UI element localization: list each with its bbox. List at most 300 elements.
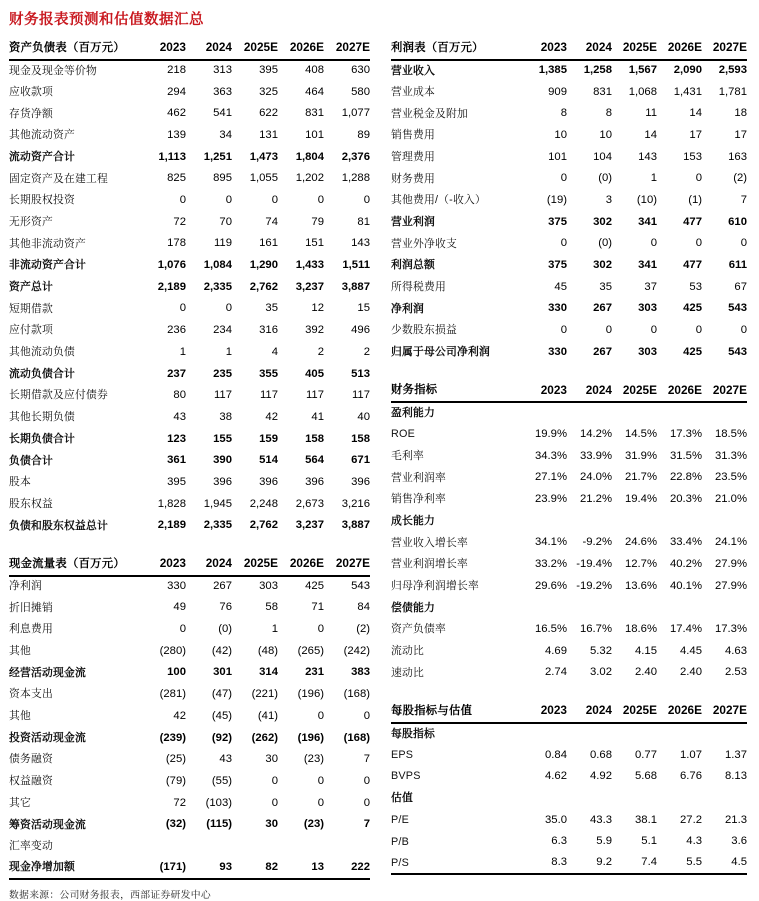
row-label: 利息费用 — [9, 623, 53, 636]
row-label: 少数股东损益 — [391, 324, 457, 337]
cell-value: 1,804 — [295, 150, 324, 163]
cell-value: 0 — [695, 237, 702, 250]
cell-value: 671 — [351, 454, 370, 467]
cell-value: 16.5% — [534, 623, 567, 636]
row-label: 资本支出 — [9, 688, 53, 701]
table-row — [9, 857, 370, 879]
cell-value — [657, 723, 702, 745]
cell-value: 163 — [728, 150, 747, 163]
year-column-header: 2027E — [324, 38, 370, 60]
year-column-header: 2026E — [657, 38, 702, 60]
cell-value: 5.9 — [596, 835, 612, 848]
row-label: 其他非流动资产 — [9, 237, 86, 250]
cell-value: (0) — [598, 237, 612, 250]
cell-value: 2,090 — [673, 64, 702, 77]
cell-value — [522, 723, 567, 745]
row-label: 营业利润 — [391, 215, 435, 228]
cell-value: 31.3% — [714, 449, 747, 462]
cell-value: 67 — [734, 280, 747, 293]
cell-value: 513 — [351, 367, 370, 380]
table-header-row — [9, 554, 370, 576]
cell-value: 1.07 — [680, 748, 702, 761]
cell-value: (47) — [211, 688, 232, 701]
cell-value: 19.9% — [534, 427, 567, 440]
cell-value — [522, 597, 567, 619]
cell-value: 301 — [213, 666, 232, 679]
cell-value: 42 — [173, 709, 186, 722]
cell-value: 155 — [213, 432, 232, 445]
cell-value: 41 — [311, 410, 324, 423]
year-column-header: 2023 — [140, 554, 186, 576]
table-row — [9, 298, 370, 320]
cell-value: 178 — [167, 237, 186, 250]
cell-value: 5.68 — [635, 770, 657, 783]
cell-value: (2) — [356, 623, 370, 636]
row-label: 短期借款 — [9, 302, 53, 315]
cell-value: 564 — [305, 454, 324, 467]
cell-value: 541 — [213, 107, 232, 120]
table-row — [391, 489, 747, 511]
table-row — [391, 424, 747, 446]
cell-value: 1,077 — [341, 107, 370, 120]
table-header-row — [9, 38, 370, 60]
cell-value — [567, 510, 612, 532]
cell-value: 543 — [351, 580, 370, 593]
cell-value: (115) — [206, 818, 232, 831]
cell-value: 1,251 — [203, 150, 232, 163]
row-label: 其他 — [9, 710, 31, 723]
table-row — [9, 706, 370, 728]
cell-value: 294 — [167, 85, 186, 98]
row-label: 股东权益 — [9, 497, 53, 510]
cell-value: 330 — [548, 345, 567, 358]
cell-value: 40.2% — [669, 558, 702, 570]
row-label: 其他长期负债 — [9, 411, 75, 424]
row-label: 应付款项 — [9, 324, 53, 337]
table-row — [391, 60, 747, 82]
cell-value: 895 — [213, 172, 232, 185]
cell-value: 143 — [638, 150, 657, 163]
cell-value: 117 — [351, 389, 370, 402]
two-column-layout — [9, 38, 747, 901]
cell-value — [702, 402, 747, 424]
cell-value: (168) — [343, 731, 370, 744]
table-row — [9, 472, 370, 494]
cell-value: 12 — [311, 302, 324, 315]
cell-value: 21.7% — [624, 471, 657, 484]
cell-value: 29.6% — [534, 579, 567, 592]
cell-value: 1,113 — [158, 150, 186, 163]
year-column-header: 2027E — [702, 701, 747, 723]
row-label: 流动资产合计 — [9, 150, 75, 163]
data-source-note: 数据来源：公司财务报表，西部证券研发中心 — [9, 890, 211, 901]
year-column-header: 2023 — [522, 701, 567, 723]
cell-value: 630 — [351, 64, 370, 77]
cell-value: (242) — [343, 644, 370, 657]
cell-value: 24.0% — [579, 471, 612, 484]
cell-value: 18.5% — [714, 427, 747, 440]
cell-value: 267 — [593, 345, 612, 358]
table-row — [9, 428, 370, 450]
cell-value: 1,945 — [203, 497, 232, 510]
cell-value: 396 — [351, 475, 370, 488]
cell-value: 0 — [650, 237, 657, 250]
cell-value: 231 — [305, 666, 324, 679]
cell-value: 18 — [734, 107, 747, 120]
cell-value: 43.3 — [590, 813, 612, 826]
row-label: 营业成本 — [391, 85, 435, 98]
cell-value: 8 — [605, 107, 612, 120]
year-column-header: 2026E — [278, 554, 324, 576]
table-row — [391, 320, 747, 342]
cell-value: 1,055 — [249, 172, 278, 185]
cell-value: 0 — [179, 623, 186, 636]
cell-value: 38.1 — [635, 813, 657, 826]
cell-value: 34 — [219, 128, 232, 141]
cell-value: (41) — [257, 709, 278, 722]
row-label: 净利润 — [9, 580, 42, 593]
row-label: ROE — [391, 428, 415, 441]
row-label: 资产负债率 — [391, 623, 446, 636]
cell-value — [612, 402, 657, 424]
cell-value: 514 — [259, 454, 278, 467]
balance-sheet-table — [9, 38, 370, 537]
cell-value: 375 — [548, 259, 567, 272]
row-label: 负债合计 — [9, 454, 53, 467]
cell-value: 1,473 — [249, 150, 278, 163]
cell-value: 1,258 — [583, 64, 612, 77]
table-row — [9, 515, 370, 537]
cell-value: 580 — [351, 85, 370, 98]
row-label: 销售净利率 — [391, 493, 446, 506]
cell-value: 14 — [644, 128, 657, 141]
year-column-header: 2025E — [612, 38, 657, 60]
row-label: 长期股权投资 — [9, 194, 75, 207]
table-row — [391, 723, 747, 745]
cell-value: 4 — [271, 345, 278, 358]
cell-value: 31.9% — [624, 449, 657, 462]
year-column-header: 2023 — [522, 380, 567, 402]
cell-value: 31.5% — [669, 449, 702, 462]
cell-value: 1,828 — [157, 497, 186, 510]
cell-value: 2,762 — [249, 280, 278, 293]
cell-value: 218 — [167, 64, 186, 77]
cell-value — [567, 723, 612, 745]
cell-value: (92) — [211, 731, 232, 744]
row-label: 流动比 — [391, 645, 424, 657]
cell-value: 3 — [605, 194, 612, 206]
cell-value: 8.13 — [725, 770, 747, 783]
cell-value: (19) — [546, 194, 567, 206]
cell-value: 4.3 — [686, 835, 702, 848]
table-row — [391, 809, 747, 831]
cell-value: 267 — [593, 302, 612, 315]
cell-value — [702, 510, 747, 532]
cell-value: 390 — [213, 454, 232, 467]
table-row — [391, 744, 747, 766]
table-row — [9, 792, 370, 814]
cell-value: 35 — [265, 302, 278, 315]
cell-value: 222 — [324, 857, 370, 879]
table-row — [391, 619, 747, 641]
cell-value: (103) — [205, 796, 232, 809]
table-row — [391, 125, 747, 147]
year-column-header: 2027E — [702, 38, 747, 60]
year-column-header: 2025E — [232, 38, 278, 60]
cell-value: (2) — [733, 172, 747, 185]
cell-value: 1,431 — [673, 85, 702, 98]
cell-value: -9.2% — [582, 536, 612, 549]
cell-value: 3,216 — [341, 497, 370, 510]
cell-value: 1,076 — [157, 259, 186, 272]
row-label: P/S — [391, 853, 522, 875]
cell-value: 30 — [265, 818, 278, 831]
row-label: 归母净利润增长率 — [391, 579, 479, 592]
cell-value: 1,433 — [295, 259, 324, 272]
year-column-header: 2024 — [186, 554, 232, 576]
cell-value: 610 — [728, 215, 747, 228]
cell-value: 7 — [363, 753, 370, 766]
row-label: 长期借款及应付债券 — [9, 389, 108, 402]
cell-value: 477 — [683, 259, 702, 272]
table-row — [391, 402, 747, 424]
left-column — [9, 38, 370, 901]
cell-value: 1,202 — [295, 172, 324, 185]
cell-value: 0.68 — [590, 748, 612, 761]
cell-value: 18.6% — [624, 623, 657, 636]
cell-value: 104 — [593, 150, 612, 163]
cell-value: 8.3 — [522, 853, 567, 875]
cell-value: 53 — [689, 280, 702, 293]
cell-value: 3,887 — [341, 519, 370, 532]
cell-value: 2,593 — [718, 64, 747, 77]
cell-value: 22.8% — [669, 471, 702, 484]
cell-value: 425 — [305, 580, 324, 593]
cell-value: 143 — [351, 237, 370, 250]
cell-value: 314 — [259, 666, 278, 679]
table-title: 利润表（百万元） — [391, 38, 522, 60]
cell-value: (48) — [257, 644, 278, 657]
row-label: 估值 — [391, 792, 413, 805]
cell-value: 3,237 — [295, 519, 324, 532]
table-row — [9, 450, 370, 472]
cell-value: 1,290 — [249, 259, 278, 272]
cell-value: -19.4% — [576, 558, 612, 570]
row-label: 营业利润增长率 — [391, 558, 468, 571]
cell-value: (281) — [159, 688, 186, 701]
table-header-row — [391, 38, 747, 60]
table-row — [9, 342, 370, 364]
cell-value: 40.1% — [669, 579, 702, 592]
cell-value — [186, 836, 232, 858]
cell-value: 543 — [728, 345, 747, 358]
table-row — [391, 788, 747, 810]
cell-value — [232, 836, 278, 858]
table-row — [391, 641, 747, 663]
year-column-header: 2024 — [567, 38, 612, 60]
cell-value: 2,248 — [249, 497, 278, 510]
cell-value: 395 — [259, 64, 278, 77]
cell-value — [657, 402, 702, 424]
cell-value: 4.62 — [545, 770, 567, 783]
table-row — [391, 831, 747, 853]
cell-value: 37 — [644, 280, 657, 293]
table-row — [9, 255, 370, 277]
table-row — [9, 814, 370, 836]
row-label: 归属于母公司净利润 — [391, 346, 490, 359]
financial-indicators-table — [391, 380, 747, 684]
cell-value: 477 — [683, 215, 702, 228]
cell-value — [657, 788, 702, 810]
cell-value: 33.2% — [534, 558, 567, 570]
cell-value: 43 — [173, 410, 186, 423]
table-row — [9, 493, 370, 515]
cell-value: 14.2% — [579, 427, 612, 440]
cell-value: 21.3 — [725, 813, 747, 826]
cell-value: (171) — [140, 857, 186, 879]
cell-value: 2,673 — [295, 497, 324, 510]
cell-value: 17 — [689, 128, 702, 141]
cell-value: (25) — [165, 753, 186, 766]
row-label: 经营活动现金流 — [9, 666, 86, 679]
cell-value: 1,385 — [538, 64, 567, 77]
cell-value: (196) — [297, 731, 324, 744]
row-label: 毛利率 — [391, 449, 424, 462]
cell-value: 2,762 — [249, 519, 278, 532]
table-row — [391, 554, 747, 576]
cell-value: (239) — [159, 731, 186, 744]
cell-value: 4.5 — [702, 853, 747, 875]
cell-value: (23) — [303, 753, 324, 766]
table-row — [9, 727, 370, 749]
cell-value: 1,288 — [341, 172, 370, 185]
cell-value: 543 — [728, 302, 747, 315]
cell-value: 2.74 — [545, 666, 567, 679]
table-row — [9, 385, 370, 407]
table-row — [9, 407, 370, 429]
cell-value: 93 — [186, 857, 232, 879]
row-label: 其它 — [9, 796, 31, 809]
cell-value: 70 — [219, 215, 232, 228]
cell-value: 4.69 — [545, 644, 567, 657]
cell-value: 831 — [593, 85, 612, 98]
year-column-header: 2024 — [567, 380, 612, 402]
cell-value: 0 — [179, 302, 186, 315]
cell-value — [702, 597, 747, 619]
per-share-valuation-table — [391, 701, 747, 876]
row-label: 非流动资产合计 — [9, 259, 86, 272]
table-row — [9, 320, 370, 342]
cell-value: 119 — [213, 237, 232, 250]
cell-value: 100 — [167, 666, 186, 679]
cell-value: 622 — [259, 107, 278, 120]
year-column-header: 2025E — [232, 554, 278, 576]
cell-value: 19.4% — [624, 492, 657, 505]
table-row — [9, 103, 370, 125]
table-row — [391, 190, 747, 212]
cell-value: 1,084 — [203, 259, 232, 272]
cell-value: 10 — [554, 128, 567, 141]
table-row — [9, 190, 370, 212]
cell-value: 35 — [599, 280, 612, 293]
cell-value: 43 — [219, 753, 232, 766]
year-column-header: 2023 — [522, 38, 567, 60]
cell-value: 27.9% — [714, 558, 747, 570]
cell-value: 0 — [225, 302, 232, 315]
cell-value: 8 — [560, 107, 567, 120]
table-row — [9, 125, 370, 147]
cell-value: 5.1 — [641, 835, 657, 848]
cell-value: 0 — [363, 774, 370, 787]
table-header-row — [391, 701, 747, 723]
row-label: 存货净额 — [9, 107, 53, 120]
cell-value — [702, 723, 747, 745]
cell-value: 27.1% — [534, 471, 567, 484]
cell-value: 316 — [259, 324, 278, 337]
row-label: 汇率变动 — [9, 840, 53, 853]
table-row — [9, 168, 370, 190]
row-label: 每股指标 — [391, 727, 435, 740]
cell-value: 462 — [167, 107, 186, 120]
year-column-header: 2027E — [702, 380, 747, 402]
row-label: EPS — [391, 748, 414, 761]
cell-value: 24.1% — [714, 536, 747, 549]
table-row — [391, 510, 747, 532]
cell-value: 355 — [259, 367, 278, 380]
cell-value: 303 — [259, 580, 278, 593]
cell-value: 1 — [650, 172, 657, 185]
cell-value: 0 — [560, 172, 567, 185]
cell-value: 2.40 — [635, 666, 657, 679]
row-label: 其他流动资产 — [9, 129, 75, 142]
year-column-header: 2024 — [186, 38, 232, 60]
cell-value: 0 — [363, 709, 370, 722]
cell-value: 7.4 — [612, 853, 657, 875]
row-label: 现金及现金等价物 — [9, 64, 97, 77]
cell-value: 383 — [351, 666, 370, 679]
table-row — [391, 233, 747, 255]
cell-value — [612, 723, 657, 745]
cell-value: 11 — [645, 107, 657, 120]
cell-value: 23.9% — [534, 492, 567, 505]
cell-value: 139 — [167, 128, 186, 141]
row-label: 其他流动负债 — [9, 346, 75, 359]
cell-value: 2.40 — [680, 666, 702, 679]
cell-value: 0 — [179, 194, 186, 206]
cell-value: 71 — [311, 601, 324, 614]
cell-value: 1 — [225, 345, 232, 358]
cell-value: 0 — [363, 194, 370, 206]
cell-value: 82 — [232, 857, 278, 879]
year-column-header: 2024 — [567, 701, 612, 723]
cell-value: 30 — [265, 753, 278, 766]
table-row — [391, 597, 747, 619]
cell-value: 6.76 — [680, 770, 702, 783]
cell-value: 13 — [278, 857, 324, 879]
table-row — [391, 662, 747, 684]
row-label: 管理费用 — [391, 150, 435, 163]
cell-value: 10 — [599, 128, 612, 141]
row-label: BVPS — [391, 770, 421, 783]
cell-value: 0 — [225, 194, 232, 206]
table-row — [9, 619, 370, 641]
cell-value: 5.32 — [590, 644, 612, 657]
cell-value: 23.5% — [714, 471, 747, 484]
table-row — [9, 212, 370, 234]
table-row — [391, 342, 747, 364]
cell-value: (196) — [297, 688, 324, 701]
cell-value: 74 — [265, 215, 278, 228]
